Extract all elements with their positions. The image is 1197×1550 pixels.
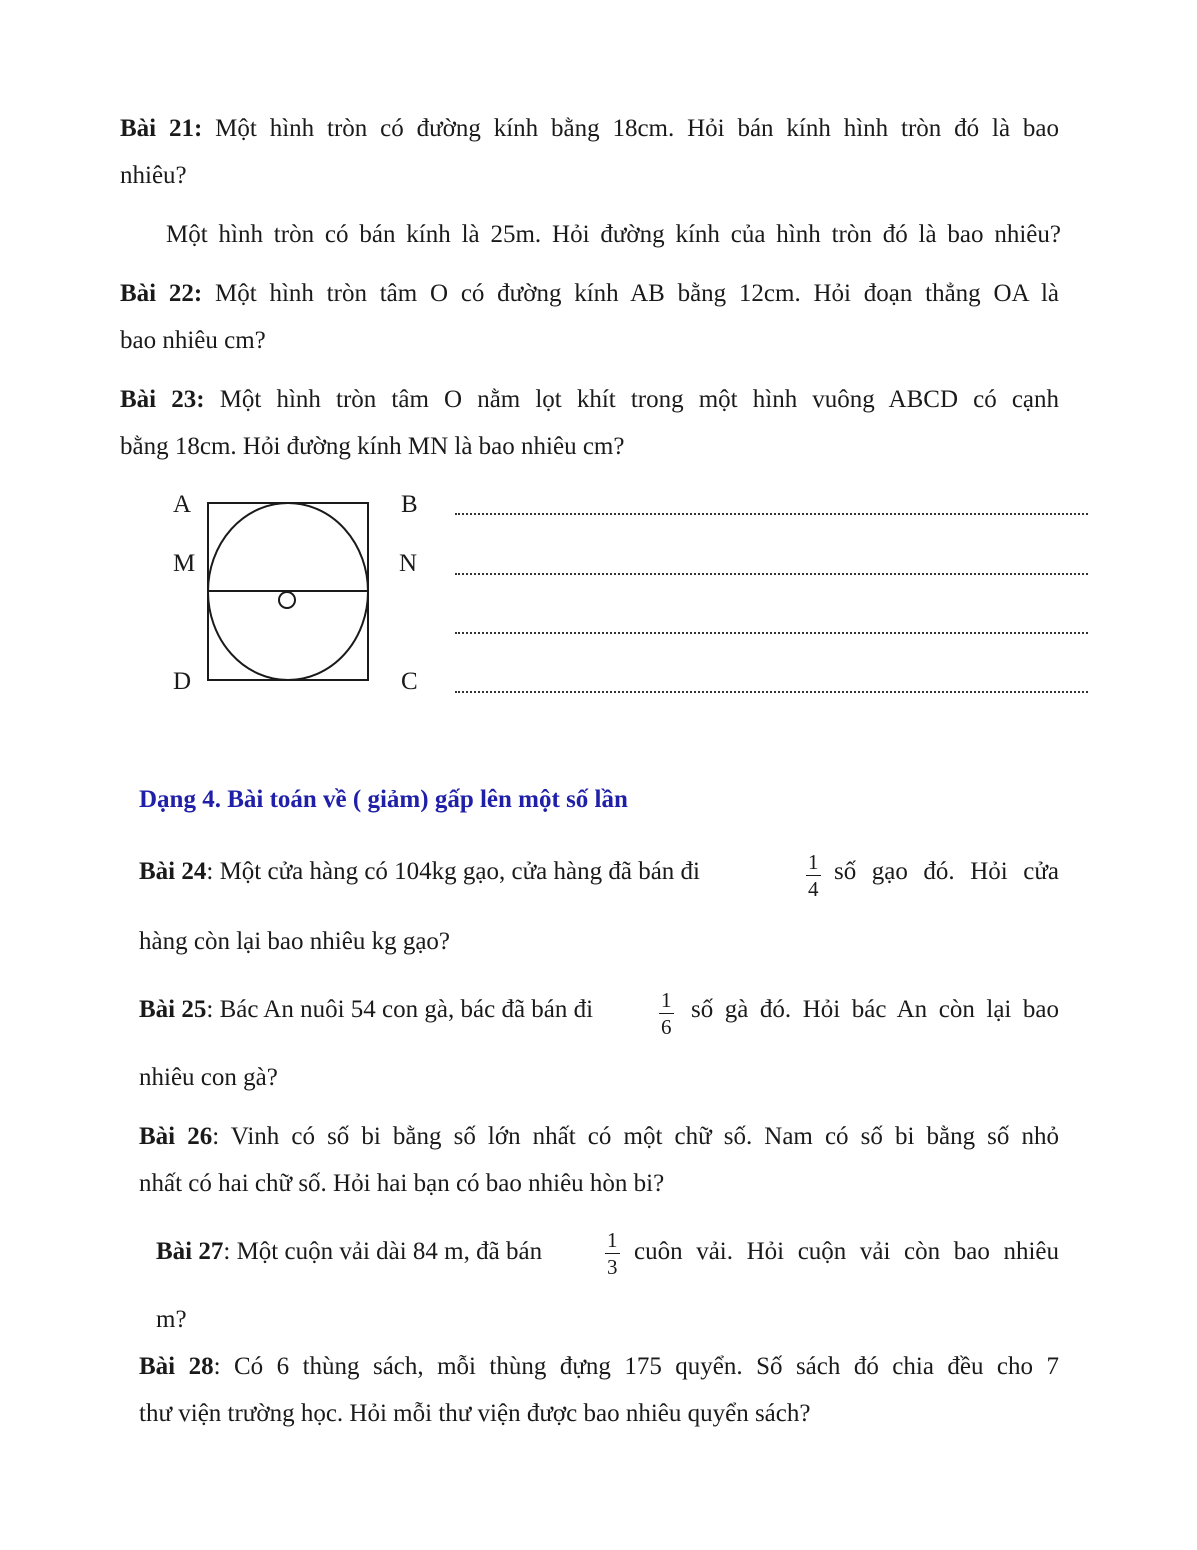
bai28-label: Bài 28 (139, 1353, 214, 1380)
bai24-label: Bài 24 (139, 858, 207, 885)
bai27-text-before: : Một cuộn vải dài 84 m, đã bán (223, 1238, 543, 1265)
bai22-text: Một hình tròn tâm O có đường kính AB bằng 12cm. Hỏi đoạn thẳng OA là (215, 280, 1060, 307)
bai27-denominator: 3 (607, 1255, 618, 1279)
label-m: M (173, 550, 196, 577)
answer-line-3 (455, 632, 1088, 634)
bai24-line1-start (139, 858, 700, 886)
answer-line-1 (455, 513, 1088, 515)
bai27-numerator: 1 (607, 1228, 618, 1252)
bai21-line1 (120, 105, 1059, 152)
bai23-text: Một hình tròn tâm O nằm lọt khít trong một hình vuông ABCD có cạnh (219, 386, 1060, 413)
bai28-text: : Có 6 thùng sách, mỗi thùng đựng 175 quyển. Số sách đó chia đều cho 7 (213, 1353, 1059, 1380)
bai27-text-after: cuôn vải. Hỏi cuộn vải còn bao nhiêu (634, 1238, 1059, 1265)
bai26-line2: nhất có hai chữ số. Hỏi hai bạn có bao nhiêu hòn bi? (139, 1170, 665, 1197)
bai21-text: Một hình tròn có đường kính bằng 18cm. Hỏi bán kính hình tròn đó là bao (215, 115, 1059, 142)
bai24-line2: hàng còn lại bao nhiêu kg gạo? (139, 928, 451, 955)
label-n: N (399, 550, 418, 577)
square-circle-figure (205, 500, 371, 685)
bai21-label: Bài 21: (120, 115, 203, 142)
label-d: D (173, 668, 192, 695)
bai22-line1 (120, 270, 1059, 317)
center-o (279, 592, 295, 608)
bai26-label: Bài 26 (139, 1123, 213, 1150)
bai28-line2: thư viện trường học. Hỏi mỗi thư viện được bao nhiêu quyển sách? (139, 1400, 811, 1427)
bai24-text-before: : Một cửa hàng có 104kg gạo, cửa hàng đã bán đi (206, 858, 701, 885)
label-c: C (401, 668, 418, 695)
bai27-label: Bài 27 (156, 1238, 224, 1265)
bai27-fraction (605, 1230, 620, 1278)
label-b: B (401, 491, 418, 518)
bai26-line1 (139, 1113, 1059, 1160)
bai25-fraction (659, 990, 674, 1038)
answer-line-2 (455, 573, 1088, 575)
bai27-line2: m? (156, 1306, 187, 1333)
bai22-label: Bài 22: (120, 280, 203, 307)
bai27-line1-start (156, 1238, 542, 1266)
bai24-text-after: số gạo đó. Hỏi cửa (834, 858, 1059, 885)
answer-line-4 (455, 691, 1088, 693)
label-a: A (173, 491, 192, 518)
bai24-denominator: 4 (808, 877, 819, 901)
bai28-line1 (139, 1343, 1059, 1390)
bai21-line3: Một hình tròn có bán kính là 25m. Hỏi đường kính của hình tròn đó là bao nhiêu? (166, 221, 1061, 248)
bai22-line2: bao nhiêu cm? (120, 327, 266, 354)
bai24-fraction (806, 852, 821, 900)
bai25-line1-start (139, 996, 593, 1024)
bai25-text-before: : Bác An nuôi 54 con gà, bác đã bán đi (206, 996, 594, 1023)
bai24-numerator: 1 (808, 850, 819, 874)
bai25-line2: nhiêu con gà? (139, 1064, 278, 1091)
bai23-label: Bài 23: (120, 386, 205, 413)
section-heading: Dạng 4. Bài toán về ( giảm) gấp lên một số lần (139, 786, 628, 813)
bai21-line2: nhiêu? (120, 162, 187, 189)
bai25-text-after: số gà đó. Hỏi bác An còn lại bao (691, 996, 1059, 1023)
bai25-numerator: 1 (661, 988, 672, 1012)
bai23-line2: bằng 18cm. Hỏi đường kính MN là bao nhiêu cm? (120, 433, 625, 460)
bai25-denominator: 6 (661, 1015, 672, 1039)
bai23-line1 (120, 376, 1059, 423)
bai26-text: : Vinh có số bi bằng số lớn nhất có một chữ số. Nam có số bi bằng số nhỏ (212, 1123, 1059, 1150)
bai25-label: Bài 25 (139, 996, 207, 1023)
